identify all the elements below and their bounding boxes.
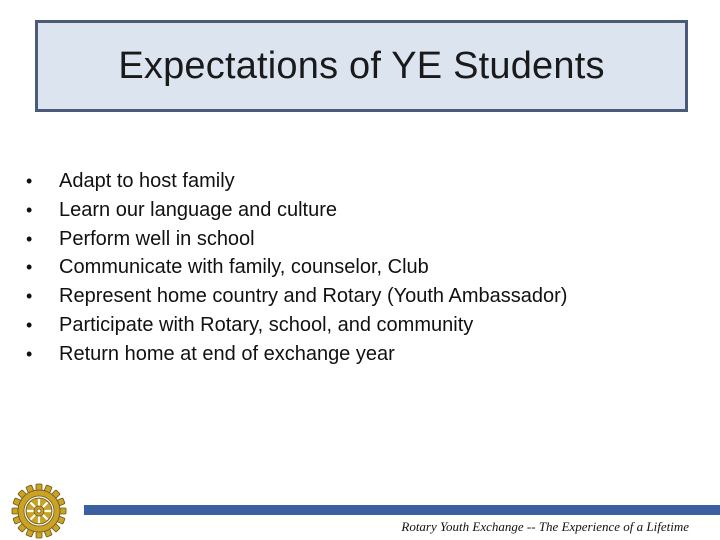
bullet-text: Perform well in school: [59, 227, 255, 250]
bullet-icon: •: [26, 171, 33, 191]
bullet-icon: •: [26, 314, 33, 335]
footer-tagline: Rotary Youth Exchange -- The Experience of a Lifetime: [401, 519, 689, 534]
footer-bar: [84, 505, 720, 515]
bullet-text: Adapt to host family: [59, 170, 235, 192]
bullet-text: Communicate with family, counselor, Club: [59, 256, 429, 279]
rotary-wheel-icon: [11, 483, 67, 539]
title-box: [35, 20, 688, 112]
bullet-text: Learn our language and culture: [59, 198, 337, 221]
slide-title: Expectations of YE Students: [118, 44, 605, 87]
bullet-icon: •: [26, 286, 33, 307]
list-item: [26, 225, 567, 254]
bullet-text: Return home at end of exchange year: [59, 342, 395, 365]
list-item: [26, 196, 567, 225]
list-item: [26, 253, 567, 282]
list-item: [26, 167, 567, 196]
list-item: [26, 340, 567, 369]
bullet-text: Represent home country and Rotary (Youth Ambassador): [59, 285, 568, 308]
bullet-list: [26, 167, 567, 369]
bullet-text: Participate with Rotary, school, and community: [59, 313, 474, 336]
bullet-icon: •: [26, 228, 33, 249]
bullet-icon: •: [26, 343, 33, 364]
list-item: [26, 282, 567, 311]
list-item: [26, 311, 567, 340]
bullet-icon: •: [26, 199, 33, 220]
bullet-icon: •: [26, 257, 33, 278]
